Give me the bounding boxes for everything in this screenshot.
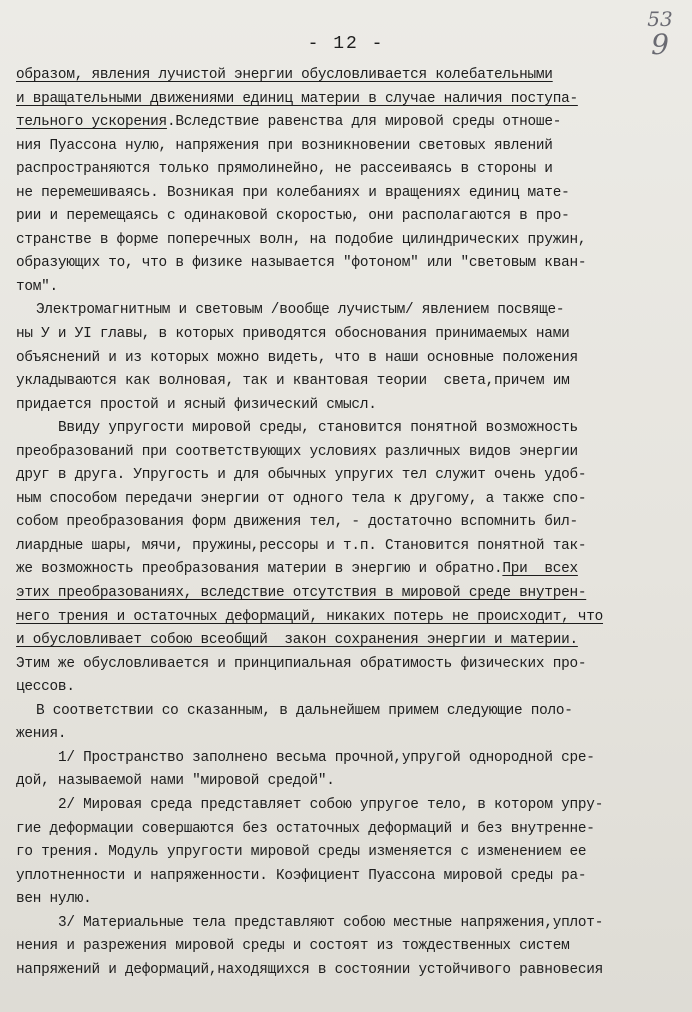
text-run: и вращательными движениями единиц материи в случае наличия поступа- — [16, 90, 578, 107]
text-run: Электромагнитным и световым /вообще лучистым/ явлением посвяще- — [36, 302, 565, 319]
text-line — [0, 347, 692, 371]
text-line — [0, 111, 692, 135]
text-line — [0, 888, 692, 912]
text-run: .Вследствие равенства для мировой среды отноше- — [166, 114, 562, 131]
text-line — [0, 511, 692, 535]
text-run: том". — [16, 278, 58, 295]
text-line — [0, 959, 692, 983]
text-line — [0, 558, 692, 582]
text-line — [0, 299, 692, 323]
text-run: странстве в форме поперечных волн, на подобие цилиндрических пружин, — [16, 231, 587, 248]
page-number: - 12 - — [307, 34, 385, 54]
text-run: жения. — [16, 726, 67, 743]
text-run: и обусловливает собою всеобщий закон сохранения энергии и материи. — [16, 632, 578, 649]
text-run: Этим же обусловливается и принципиальная обратимость физических про- — [16, 655, 587, 672]
text-line — [0, 252, 692, 276]
text-run: Ввиду упругости мировой среды, становится понятной возможность — [58, 420, 578, 437]
margin-note-top: 53 — [647, 7, 673, 31]
text-run: нения и разрежения мировой среды и состоят из тождественных систем — [16, 938, 570, 955]
text-line — [0, 323, 692, 347]
text-run: тельного ускорения — [16, 114, 167, 131]
text-run: образующих то, что в физике называется "фотоном" или "световым кван- — [16, 255, 587, 272]
text-line — [0, 229, 692, 253]
text-run: придается простой и ясный физический смысл. — [16, 396, 377, 413]
text-run: 1/ Пространство заполнено весьма прочной,упругой однородной сре- — [58, 749, 595, 766]
text-line — [0, 488, 692, 512]
text-run: гие деформации совершаются без остаточных деформаций и без внутренне- — [16, 820, 595, 837]
text-line — [0, 582, 692, 606]
text-line — [0, 535, 692, 559]
text-line — [0, 135, 692, 159]
text-line — [0, 182, 692, 206]
text-run: В соответствии со сказанным, в дальнейшем примем следующие поло- — [36, 702, 573, 719]
text-run: него трения и остаточных деформаций, никаких потерь не происходит, что — [16, 608, 604, 625]
body-text — [0, 64, 692, 982]
text-line — [0, 64, 692, 88]
text-line — [0, 606, 692, 630]
text-run: го трения. Модуль упругости мировой среды изменяется с изменением ее — [16, 844, 587, 861]
text-run: лиардные шары, мячи, пружины,рессоры и т.п. Становится понятной так- — [16, 537, 587, 554]
text-run: вен нулю. — [16, 891, 92, 908]
text-line — [0, 723, 692, 747]
text-line — [0, 158, 692, 182]
text-run: ны У и УI главы, в которых приводятся обоснования принимаемых нами — [16, 326, 570, 343]
text-line — [0, 88, 692, 112]
text-line — [0, 865, 692, 889]
text-line — [0, 276, 692, 300]
text-line — [0, 464, 692, 488]
text-line — [0, 205, 692, 229]
text-line — [0, 747, 692, 771]
text-run: уплотненности и напряженности. Коэфициент Пуассона мировой среды ра- — [16, 867, 587, 884]
text-line — [0, 700, 692, 724]
text-line — [0, 935, 692, 959]
handwritten-margin-note — [638, 6, 682, 61]
text-run: друг в друга. Упругость и для обычных упругих тел служит очень удоб- — [16, 467, 587, 484]
text-line — [0, 676, 692, 700]
text-run: рии и перемещаясь с одинаковой скоростью, они располагаются в про- — [16, 208, 570, 225]
text-run: этих преобразованиях, вследствие отсутствия в мировой среде внутрен- — [16, 585, 587, 602]
text-run: дой, называемой нами "мировой средой". — [16, 773, 335, 790]
text-run: цессов. — [16, 679, 75, 696]
text-line — [0, 394, 692, 418]
text-run: ния Пуассона нулю, напряжения при возникновении световых явлений — [16, 137, 553, 154]
text-run: напряжений и деформаций,находящихся в состоянии устойчивого равновесия — [16, 961, 604, 978]
text-line — [0, 841, 692, 865]
text-run: ным способом передачи энергии от одного тела к другому, а также спо- — [16, 490, 587, 507]
text-line — [0, 629, 692, 653]
text-line — [0, 818, 692, 842]
text-line — [0, 770, 692, 794]
text-run: При всех — [502, 561, 578, 578]
text-run: объяснений и из которых можно видеть, что в наши основные положения — [16, 349, 578, 366]
text-run: же возможность преобразования материи в энергию и обратно. — [16, 561, 503, 578]
text-line — [0, 912, 692, 936]
text-run: укладываются как волновая, так и квантовая теории света,причем им — [16, 373, 570, 390]
text-line — [0, 441, 692, 465]
text-line — [0, 794, 692, 818]
text-line — [0, 417, 692, 441]
text-run: собом преобразования форм движения тел, - достаточно вспомнить бил- — [16, 514, 578, 531]
text-line — [0, 370, 692, 394]
text-run: 2/ Мировая среда представляет собою упругое тело, в котором упру- — [58, 796, 604, 813]
margin-note-bottom: 9 — [651, 28, 669, 61]
text-run: образом, явления лучистой энергии обусловливается колебательными — [16, 67, 553, 83]
text-run: преобразований при соответствующих условиях различных видов энергии — [16, 443, 578, 460]
text-run: распространяются только прямолинейно, не рассеиваясь в стороны и — [16, 161, 553, 178]
text-run: 3/ Материальные тела представляют собою местные напряжения,уплот- — [58, 914, 604, 931]
text-line — [0, 653, 692, 677]
text-run: не перемешиваясь. Возникая при колебаниях и вращениях единиц мате- — [16, 184, 570, 201]
